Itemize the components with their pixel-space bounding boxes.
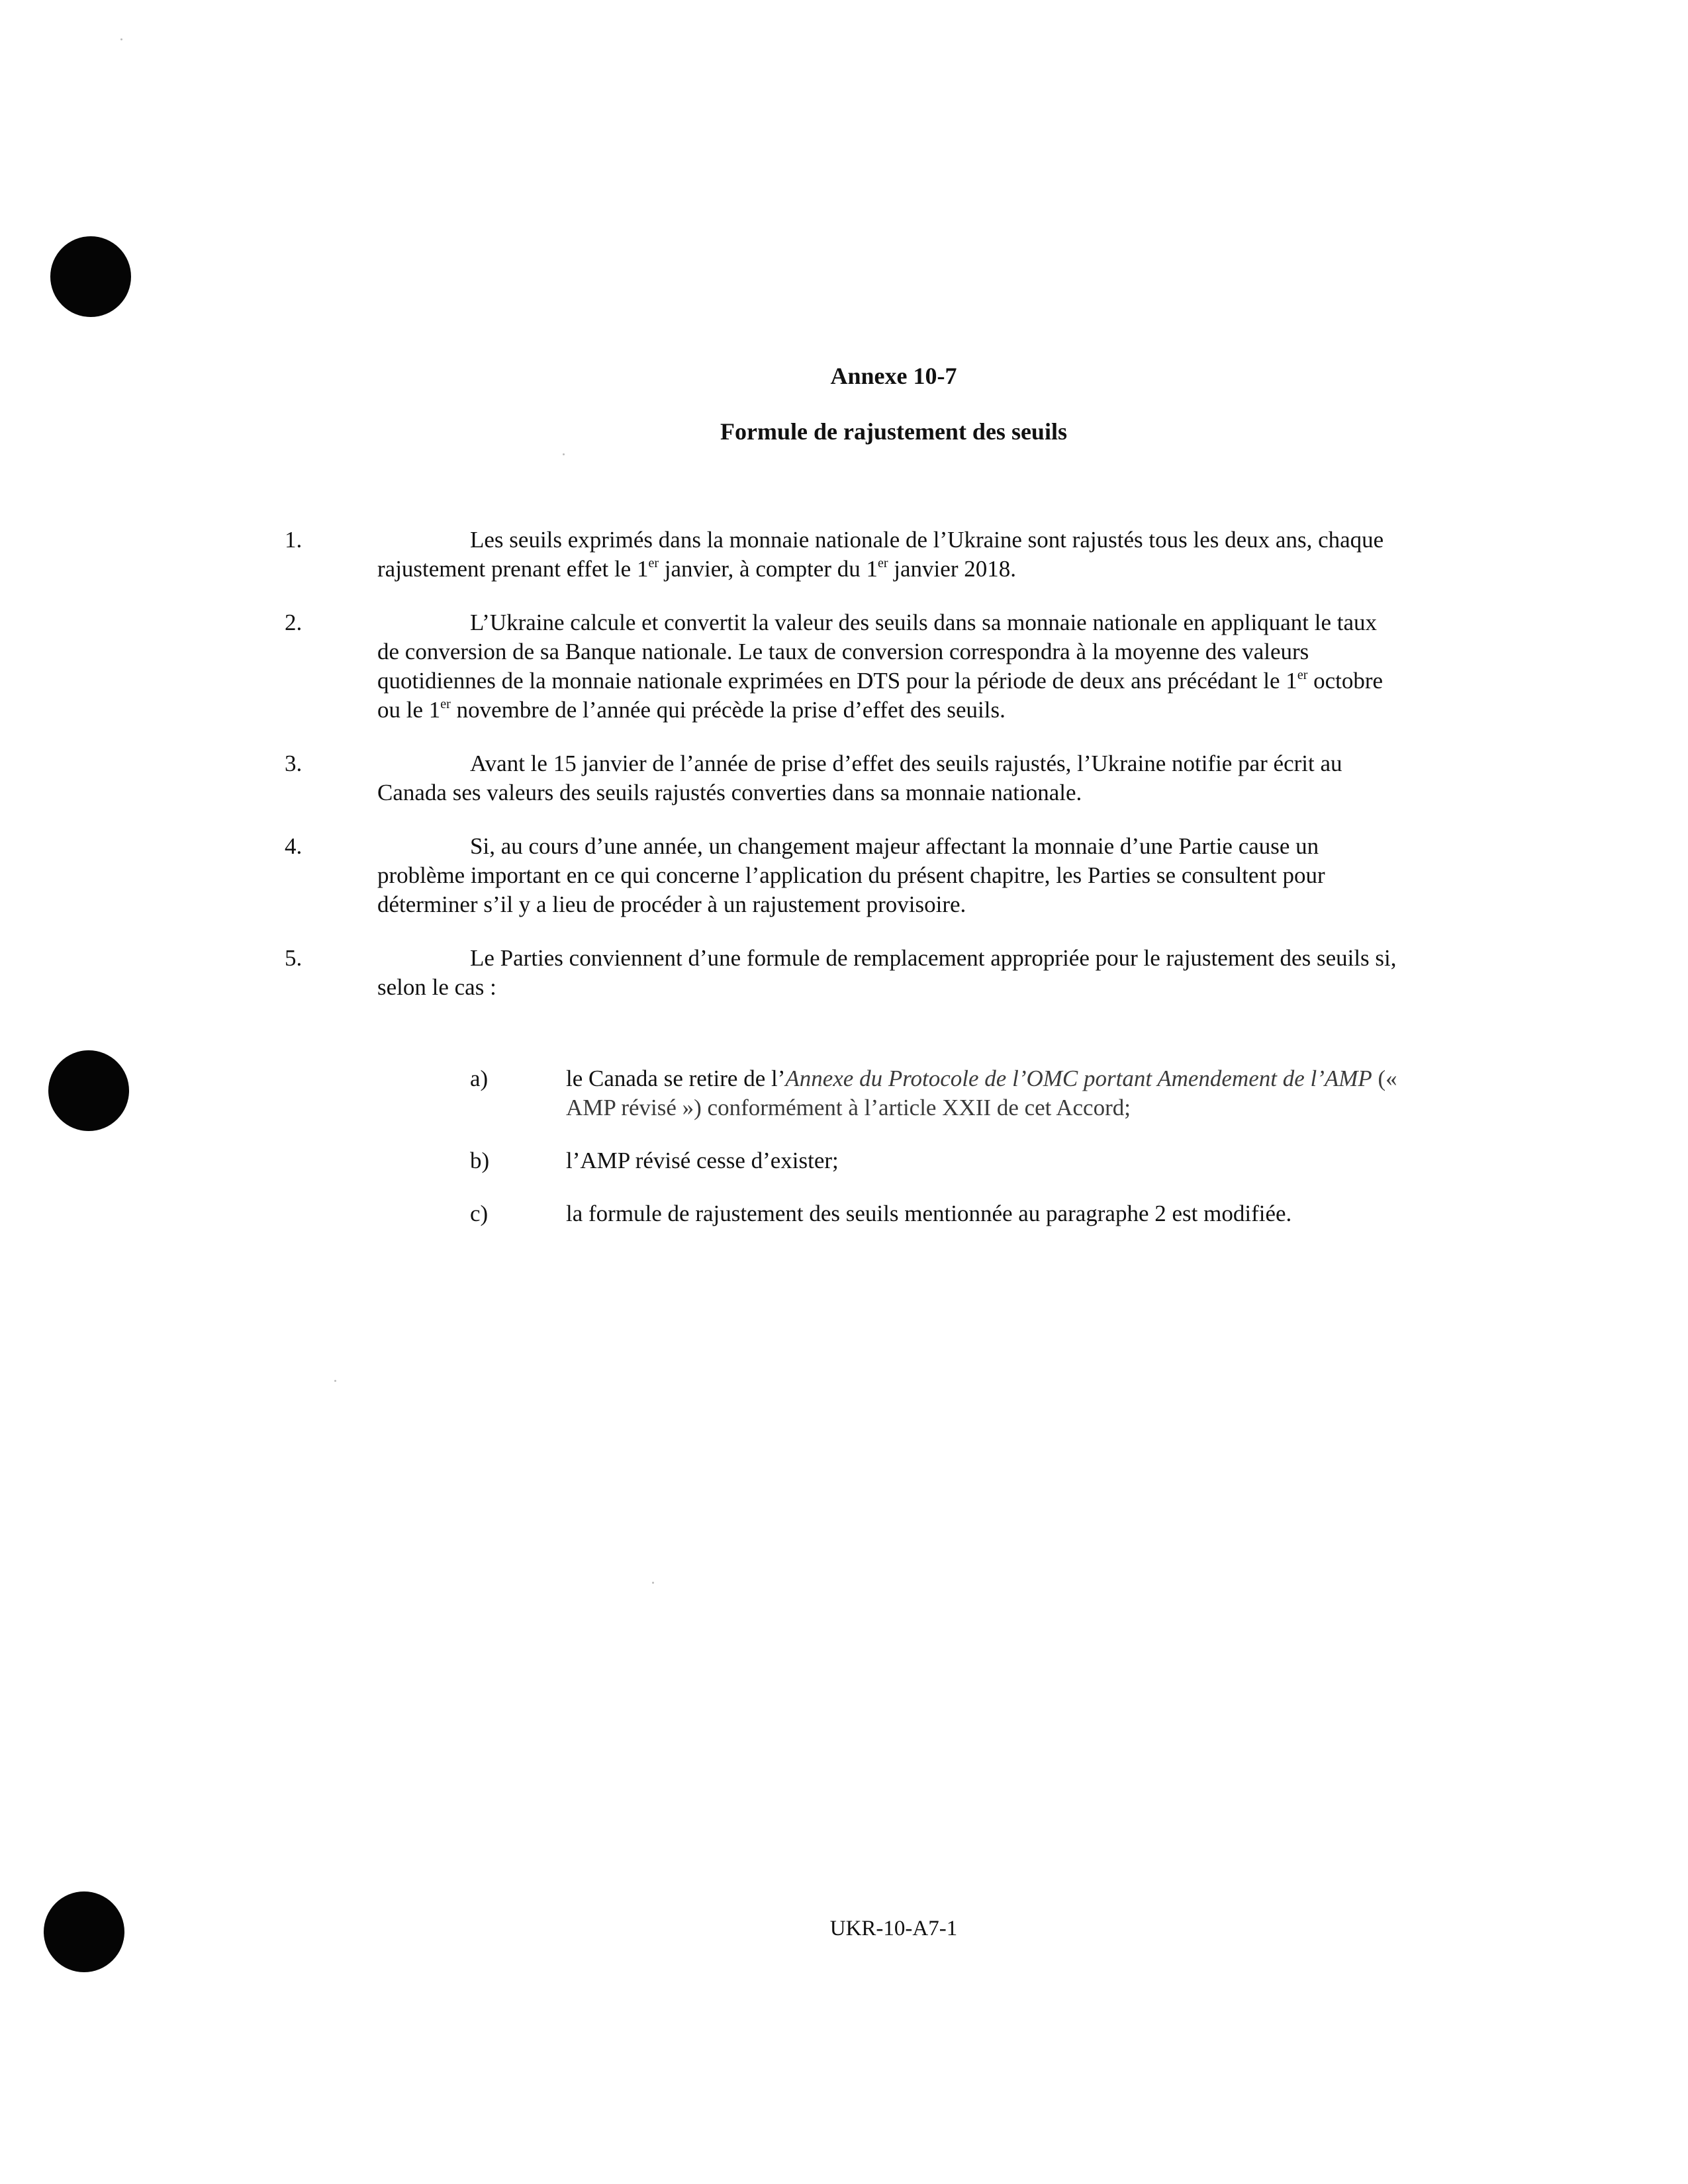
paragraph-text: novembre de l’année qui précède la prise d’effet des seuils. [450,697,1006,723]
subitem-text: la formule de rajustement des seuils mentionnée au paragraphe 2 est modifiée. [566,1201,1292,1226]
paragraph-text: octobre ou le 1 [377,668,1383,723]
agreement-title: Annexe du Protocole de l’OMC portant Amendement de l’AMP [785,1066,1372,1091]
subitem-letter: c) [470,1201,489,1226]
paragraph-5 [285,944,1400,1002]
page-reference-code: UKR-10-A7-1 [829,1917,958,1940]
scan-speck [120,38,122,40]
paragraph-text: Les seuils exprimés dans la monnaie nationale de l’Ukraine sont rajustés tous les deux ans, chaque rajustement prenant effet le 1 [377,527,1384,582]
scan-speck [563,453,565,455]
paragraph-text: janvier, à compter du 1 [659,556,878,582]
subitem-letter: a) [470,1066,489,1091]
punch-hole-middle [48,1050,129,1131]
paragraph-text: Avant le 15 janvier de l’année de prise d’effet des seuils rajustés, l’Ukraine notifie par écrit au Canada ses valeurs des seuils rajustés converties dans sa monnaie nationale. [377,751,1342,805]
subitem-list [377,1064,1400,1252]
subitem-c [377,1199,1400,1228]
paragraph-text: Si, au cours d’une année, un changement majeur affectant la monnaie d’une Partie cause un problème important en ce qui concerne l’application du présent chapitre, les Parties se consultent pour déterminer s’il y a lieu de procéder à un rajustement provisoire. [377,833,1325,917]
subitem-text: le Canada se retire de l’ [566,1066,786,1091]
paragraph-2 [285,608,1400,725]
paragraph-1 [285,525,1400,584]
paragraph-3 [285,749,1400,807]
subitem-b [377,1146,1400,1175]
ordinal-superscript: er [648,556,659,570]
paragraph-number: 3. [285,751,303,776]
paragraph-text: L’Ukraine calcule et convertit la valeur des seuils dans sa monnaie nationale en appliquant le taux de conversion de sa Banque nationale. Le taux de conversion correspondra à la moyenne des valeurs quotidiennes de la monnaie nationale exprimées en DTS pour la période de deux ans précédant le 1 [377,610,1378,694]
subitem-text: l’AMP révisé cesse d’exister; [566,1148,839,1173]
ordinal-superscript: er [1297,668,1308,682]
paragraph-number: 4. [285,833,303,859]
paragraph-number: 1. [285,527,303,553]
paragraph-list [285,525,1400,1026]
paragraph-4 [285,832,1400,919]
subitem-text: (« AMP révisé ») conformément à l’article XXII de cet Accord; [566,1066,1397,1120]
paragraph-text: Le Parties conviennent d’une formule de remplacement appropriée pour le rajustement des seuils si, selon le cas : [377,945,1397,1000]
annex-title: Annexe 10-7 [830,363,957,389]
subitem-letter: b) [470,1148,490,1173]
ordinal-superscript: er [440,697,451,711]
ordinal-superscript: er [878,556,888,570]
paragraph-number: 2. [285,610,303,635]
scan-speck [334,1380,336,1382]
scan-speck [652,1582,654,1584]
subitem-a [377,1064,1400,1122]
punch-hole-top [50,236,131,317]
paragraph-number: 5. [285,945,303,971]
paragraph-text: janvier 2018. [888,556,1016,582]
annex-subtitle: Formule de rajustement des seuils [720,418,1067,445]
